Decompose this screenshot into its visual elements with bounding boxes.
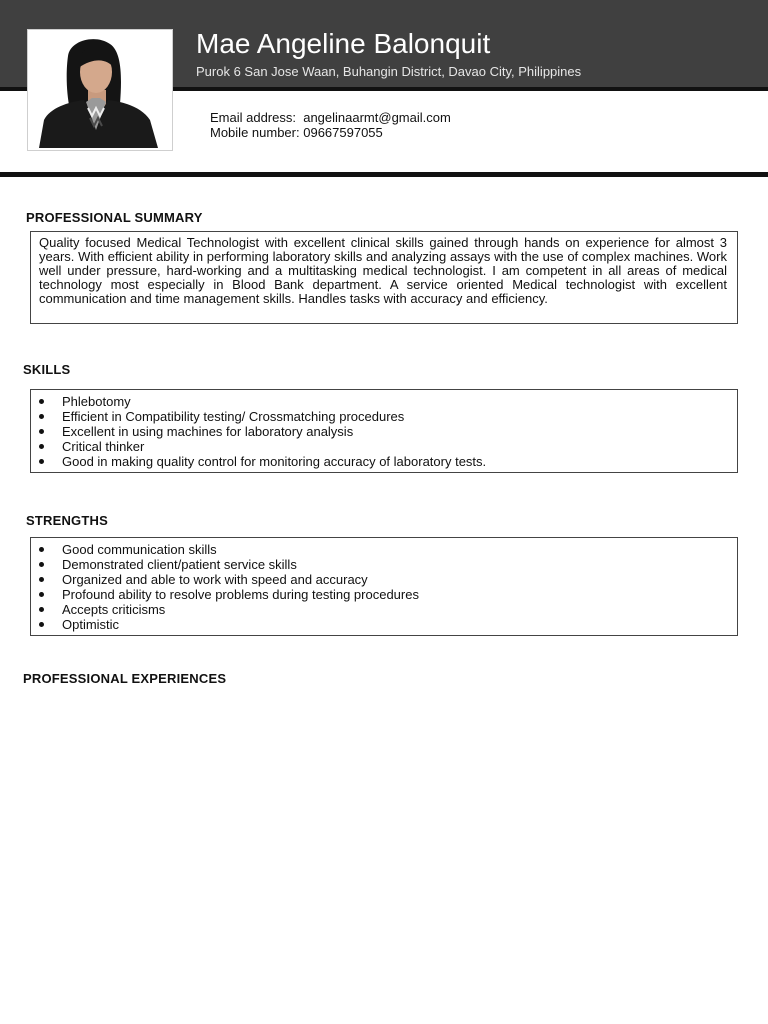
strength-text: Accepts criticisms bbox=[62, 602, 166, 617]
bullet-icon bbox=[39, 399, 44, 404]
skill-text: Efficient in Compatibility testing/ Crossmatching procedures bbox=[62, 409, 405, 424]
candidate-name: Mae Angeline Balonquit bbox=[196, 28, 491, 59]
profile-photo-portrait bbox=[38, 38, 172, 148]
strength-text: Profound ability to resolve problems during testing procedures bbox=[62, 587, 419, 602]
strength-text: Optimistic bbox=[62, 617, 120, 632]
summary-text: Quality focused Medical Technologist with excellent clinical skills gained through hands on experience for almost 3 years. With efficient ability in performing laboratory skills and analyzing assays with the use of complex machines. Work well under pressure, hard-working and a multitasking medical technologist. I am competent in all areas of medical technology most especially in Blood Bank department. A service oriented Medical technologist with excellent communication and time management skills. Handles tasks with accuracy and efficiency. bbox=[39, 235, 727, 306]
strength-text: Organized and able to work with speed and accuracy bbox=[62, 572, 368, 587]
skill-text: Good in making quality control for monitoring accuracy of laboratory tests. bbox=[62, 454, 487, 469]
candidate-address: Purok 6 San Jose Waan, Buhangin District, Davao City, Philippines bbox=[196, 64, 582, 79]
bullet-icon bbox=[39, 444, 44, 449]
bullet-icon bbox=[39, 547, 44, 552]
bullet-icon bbox=[39, 562, 44, 567]
bullet-icon bbox=[39, 622, 44, 627]
list-item bbox=[31, 454, 737, 469]
list-item bbox=[31, 602, 737, 617]
summary-box bbox=[30, 231, 738, 324]
bullet-icon bbox=[39, 592, 44, 597]
list-item bbox=[31, 394, 737, 409]
experiences-heading: PROFESSIONAL EXPERIENCES bbox=[23, 671, 227, 686]
list-item bbox=[31, 587, 737, 602]
profile-photo bbox=[27, 29, 173, 151]
skill-text: Phlebotomy bbox=[62, 394, 131, 409]
bullet-icon bbox=[39, 429, 44, 434]
skills-box bbox=[30, 389, 738, 473]
strengths-heading: STRENGTHS bbox=[26, 513, 108, 528]
contact-divider bbox=[0, 172, 768, 177]
mobile-line bbox=[210, 125, 383, 140]
list-item bbox=[31, 439, 737, 454]
list-item bbox=[31, 409, 737, 424]
summary-heading: PROFESSIONAL SUMMARY bbox=[26, 210, 203, 225]
bullet-icon bbox=[39, 607, 44, 612]
list-item bbox=[31, 617, 737, 632]
strengths-list bbox=[31, 538, 737, 632]
bullet-icon bbox=[39, 577, 44, 582]
strengths-box bbox=[30, 537, 738, 636]
email-value: angelinaarmt@gmail.com bbox=[303, 110, 451, 125]
list-item bbox=[31, 542, 737, 557]
list-item bbox=[31, 557, 737, 572]
skills-list bbox=[31, 390, 737, 469]
list-item bbox=[31, 424, 737, 439]
list-item bbox=[31, 572, 737, 587]
mobile-label: Mobile number: bbox=[210, 125, 300, 140]
skill-text: Excellent in using machines for laboratory analysis bbox=[62, 424, 354, 439]
bullet-icon bbox=[39, 414, 44, 419]
strength-text: Demonstrated client/patient service skills bbox=[62, 557, 297, 572]
email-line bbox=[210, 110, 451, 125]
strength-text: Good communication skills bbox=[62, 542, 217, 557]
skills-heading: SKILLS bbox=[23, 362, 71, 377]
mobile-value: 09667597055 bbox=[303, 125, 383, 140]
email-label: Email address: bbox=[210, 110, 296, 125]
bullet-icon bbox=[39, 459, 44, 464]
skill-text: Critical thinker bbox=[62, 439, 145, 454]
